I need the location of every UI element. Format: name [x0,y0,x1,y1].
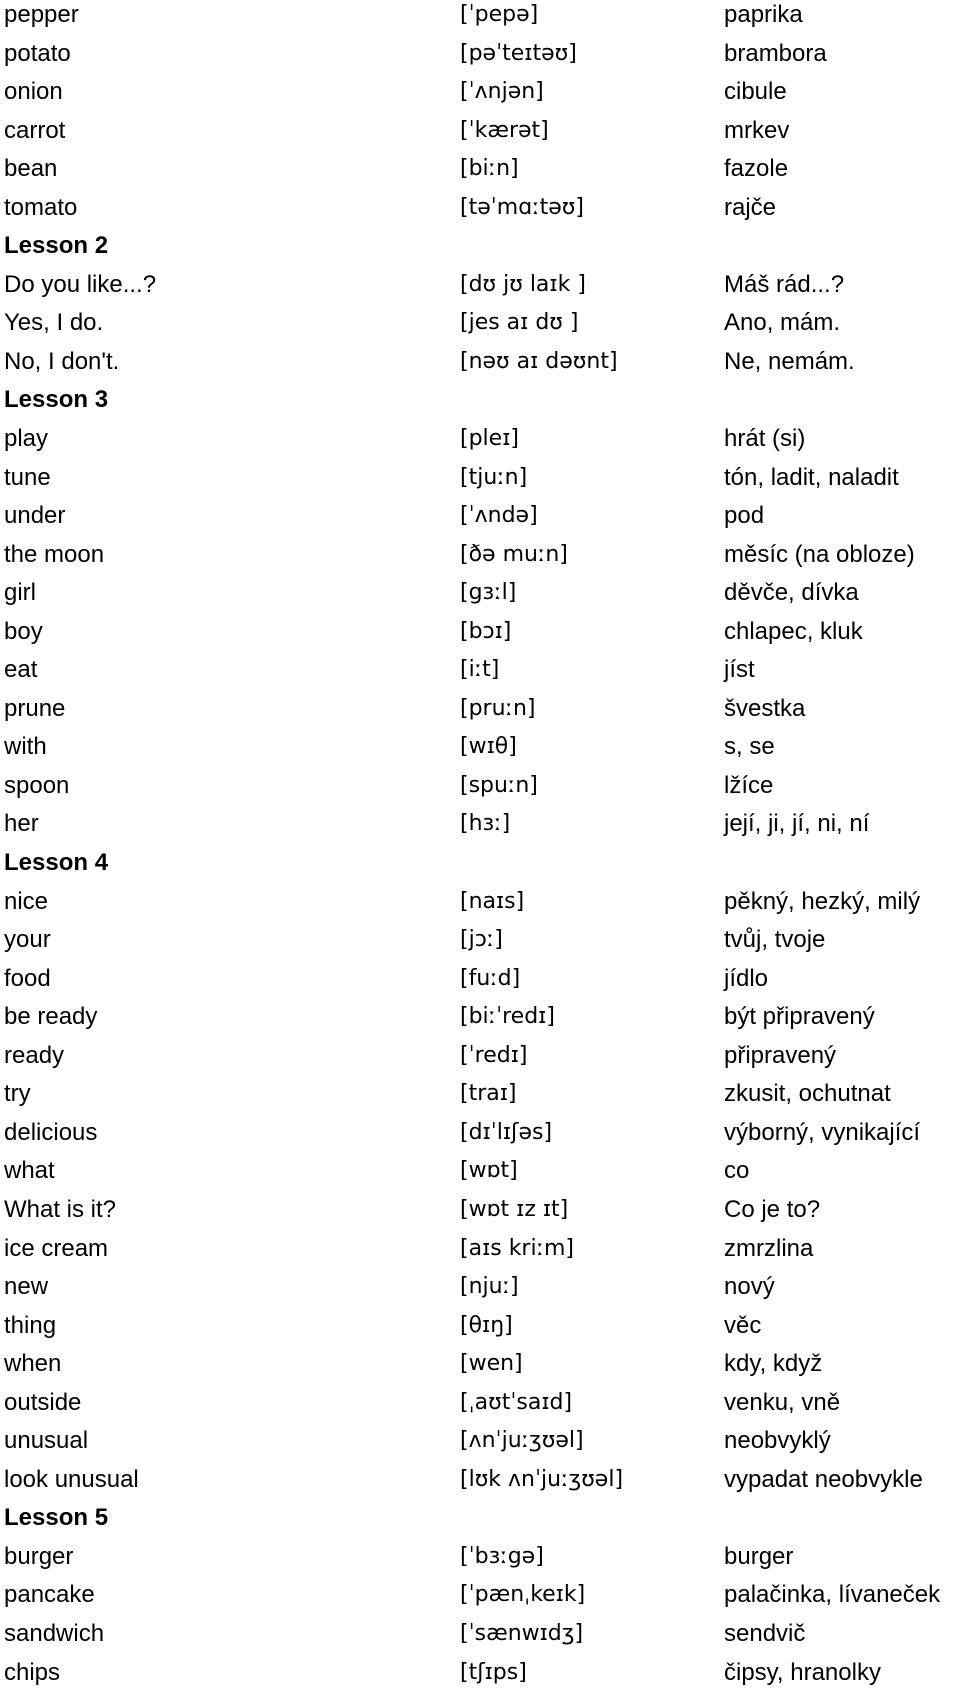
pronunciation: [pəˈteɪtəʊ] [460,40,577,66]
pronunciation [460,231,724,270]
pronunciation [460,385,724,424]
pronunciation: [tjuːn] [460,464,528,490]
pronunciation: [dɪˈlɪʃəs] [460,1119,553,1145]
vocab-row [4,809,956,848]
pronunciation: [wɒt] [460,1158,518,1184]
english-term: girl [4,579,37,607]
czech-translation: švestka [724,694,806,722]
english-term: carrot [4,116,66,144]
pronunciation: [ˈkærət] [460,117,549,143]
pronunciation: [nəʊ aɪ dəʊnt] [460,348,618,374]
vocab-row [4,1156,956,1195]
vocab-row [4,732,956,771]
english-term: be ready [4,1003,98,1031]
english-term: tomato [4,193,78,221]
pronunciation: [aɪs kriːm] [460,1235,575,1261]
vocab-row [4,964,956,1003]
vocab-row [4,1311,956,1350]
vocab-row [4,771,956,810]
czech-translation: výborný, vynikající [724,1118,921,1146]
vocab-row [4,39,956,78]
english-term: eat [4,656,38,684]
pronunciation: [ðə muːn] [460,541,568,567]
english-term: ice cream [4,1234,109,1262]
czech-translation: vypadat neobvykle [724,1465,923,1493]
english-term: with [4,733,47,761]
vocab-row [4,1272,956,1311]
pronunciation: [lʊk ʌnˈjuːʒʊəl] [460,1466,624,1492]
pronunciation: [njuː] [460,1274,519,1300]
czech-translation: rajče [724,193,777,221]
pronunciation: [ʌnˈjuːʒʊəl] [460,1428,584,1454]
pronunciation: [traɪ] [460,1081,517,1107]
english-term: new [4,1273,49,1301]
pronunciation: [dʊ jʊ laɪk ] [460,271,586,297]
english-term: the moon [4,540,105,568]
pronunciation: [biːˈredɪ] [460,1004,555,1030]
english-term: play [4,425,49,453]
czech-translation: tón, ladit, naladit [724,463,899,491]
pronunciation: [jes aɪ dʊ ] [460,310,579,336]
pronunciation: [wɪθ] [460,734,517,760]
pronunciation: [θɪŋ] [460,1312,513,1338]
pronunciation: [ˈsænwɪdʒ] [460,1620,584,1646]
vocab-row [4,925,956,964]
czech-translation: cibule [724,78,787,106]
czech-translation: jídlo [724,964,769,992]
czech-translation: děvče, dívka [724,579,859,607]
vocab-row [4,1079,956,1118]
english-term: her [4,810,39,838]
english-term: nice [4,887,49,915]
lesson-heading-row [4,385,956,424]
vocab-row [4,578,956,617]
vocab-row [4,1349,956,1388]
english-term: What is it? [4,1195,117,1223]
czech-translation: věc [724,1311,762,1339]
vocab-row [4,347,956,386]
pronunciation: [biːn] [460,156,519,182]
vocab-row [4,1465,956,1504]
english-term: thing [4,1311,57,1339]
pronunciation [460,1503,724,1542]
pronunciation: [ˈʌnjən] [460,79,544,105]
czech-translation: zkusit, ochutnat [724,1080,891,1108]
czech-translation: jíst [724,656,755,684]
vocab-row [4,694,956,733]
english-term: boy [4,617,43,645]
czech-translation: fazole [724,155,789,183]
vocab-row [4,1118,956,1157]
english-term: what [4,1157,55,1185]
lesson-heading-row [4,848,956,887]
vocab-row [4,463,956,502]
czech-translation: s, se [724,733,775,761]
lesson-heading: Lesson 5 [4,1504,109,1532]
vocab-row [4,154,956,193]
english-term: onion [4,78,63,106]
vocab-row [4,540,956,579]
vocab-row [4,1658,956,1696]
lesson-heading: Lesson 4 [4,849,109,877]
english-term: delicious [4,1118,98,1146]
czech-translation: palačinka, lívaneček [724,1581,941,1609]
czech-translation [724,231,956,270]
czech-translation: tvůj, tvoje [724,926,826,954]
pronunciation: [fuːd] [460,965,521,991]
czech-translation: paprika [724,1,803,28]
vocab-row [4,1542,956,1581]
vocabulary-list [4,0,956,1696]
czech-translation: co [724,1157,750,1185]
pronunciation [460,848,724,887]
vocab-row [4,0,956,39]
vocab-row [4,1426,956,1465]
vocab-row [4,1041,956,1080]
vocab-row [4,655,956,694]
vocab-row [4,116,956,155]
english-term: chips [4,1658,61,1686]
lesson-heading: Lesson 3 [4,386,109,414]
pronunciation: [wɒt ɪz ɪt] [460,1196,569,1222]
english-term: under [4,502,66,530]
pronunciation: [pleɪ] [460,426,519,452]
pronunciation: [naɪs] [460,888,525,914]
czech-translation: její, ji, jí, ni, ní [724,810,870,838]
vocab-row [4,270,956,309]
lesson-heading-row [4,231,956,270]
english-term: outside [4,1388,82,1416]
vocab-row [4,1002,956,1041]
czech-translation: být připravený [724,1003,875,1031]
czech-translation: brambora [724,39,827,67]
vocab-row [4,308,956,347]
czech-translation: nový [724,1273,775,1301]
czech-translation: chlapec, kluk [724,617,863,645]
english-term: pepper [4,1,79,28]
czech-translation: burger [724,1542,794,1570]
czech-translation: pěkný, hezký, milý [724,887,921,915]
czech-translation: sendvič [724,1619,806,1647]
pronunciation: [wen] [460,1351,523,1377]
pronunciation: [ˈpepə] [460,2,539,27]
pronunciation: [hɜː] [460,811,511,837]
vocab-row [4,1619,956,1658]
czech-translation: hrát (si) [724,425,806,453]
english-term: sandwich [4,1619,105,1647]
english-term: bean [4,155,58,183]
czech-translation: mrkev [724,116,790,144]
english-term: Yes, I do. [4,309,104,337]
english-term: Do you like...? [4,270,157,298]
vocab-row [4,193,956,232]
pronunciation: [ˈredɪ] [460,1042,528,1068]
vocab-row [4,501,956,540]
pronunciation: [gɜːl] [460,580,517,606]
english-term: try [4,1080,31,1108]
vocab-row [4,1234,956,1273]
czech-translation [724,1503,956,1542]
pronunciation: [jɔː] [460,927,503,953]
english-term: look unusual [4,1465,139,1493]
czech-translation: připravený [724,1041,837,1069]
vocab-row [4,77,956,116]
english-term: burger [4,1542,74,1570]
english-term: when [4,1350,62,1378]
english-term: potato [4,39,71,67]
lesson-heading: Lesson 2 [4,232,109,260]
vocab-row [4,617,956,656]
czech-translation: Co je to? [724,1195,821,1223]
vocab-row [4,1195,956,1234]
pronunciation: [ˌaʊtˈsaɪd] [460,1389,573,1415]
pronunciation: [ˈbɜːgə] [460,1543,544,1569]
english-term: ready [4,1041,65,1069]
vocab-row [4,424,956,463]
czech-translation [724,385,956,424]
lesson-heading-row [4,1503,956,1542]
czech-translation: Ne, nemám. [724,347,855,375]
czech-translation: pod [724,502,765,530]
pronunciation: [ˈpænˌkeɪk] [460,1582,586,1608]
czech-translation: Máš rád...? [724,270,845,298]
pronunciation: [tʃɪps] [460,1659,527,1685]
czech-translation: zmrzlina [724,1234,814,1262]
english-term: spoon [4,771,70,799]
pronunciation: [spuːn] [460,772,538,798]
english-term: pancake [4,1581,95,1609]
czech-translation: venku, vně [724,1388,841,1416]
pronunciation: [təˈmɑːtəʊ] [460,194,584,220]
czech-translation: Ano, mám. [724,309,841,337]
vocab-row [4,887,956,926]
czech-translation: neobvyklý [724,1427,831,1455]
english-term: your [4,926,51,954]
pronunciation: [pruːn] [460,695,536,721]
pronunciation: [ˈʌndə] [460,503,538,529]
english-term: No, I don't. [4,347,120,375]
pronunciation: [iːt] [460,657,500,683]
czech-translation [724,848,956,887]
czech-translation: kdy, když [724,1350,823,1378]
english-term: tune [4,463,51,491]
english-term: food [4,964,51,992]
english-term: unusual [4,1427,89,1455]
vocab-row [4,1388,956,1427]
vocab-row [4,1580,956,1619]
czech-translation: čipsy, hranolky [724,1658,881,1686]
pronunciation: [bɔɪ] [460,618,512,644]
czech-translation: měsíc (na obloze) [724,540,915,568]
czech-translation: lžíce [724,771,774,799]
english-term: prune [4,694,66,722]
